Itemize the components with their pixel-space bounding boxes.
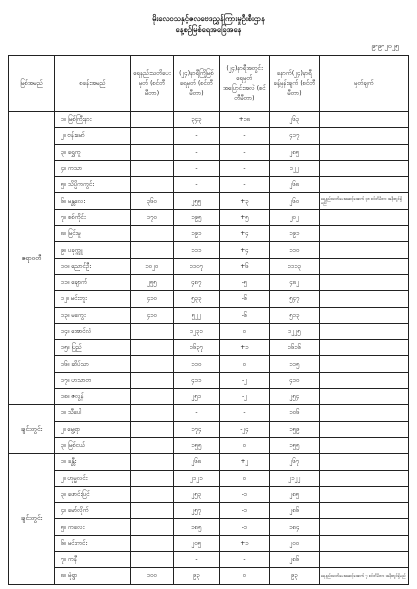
station-cell: ၇။ ကနီ (55, 552, 131, 568)
change-24h-cell: +၄ (220, 242, 270, 258)
river-level-table (8, 55, 409, 585)
remarks-cell (320, 160, 409, 176)
table-row (9, 226, 409, 242)
table-row (9, 144, 409, 160)
station-cell: ၂။ မွေ့ရာ (55, 421, 131, 437)
danger-level-cell (131, 242, 174, 258)
division-name-cell: ချင်းတွင်း (9, 405, 55, 454)
level-24h-cell: ၁၉၅ (174, 209, 220, 225)
level-24h-cell: - (174, 160, 220, 176)
danger-level-cell: ၃၆၀ (131, 193, 174, 209)
remarks-cell (320, 405, 409, 421)
station-cell: ၁၆။ ဆိပ်သာ (55, 356, 131, 372)
change-24h-cell: +၆ (220, 258, 270, 274)
change-24h-cell: - (220, 177, 270, 193)
level-24h-cell: - (174, 552, 220, 568)
remarks-cell: ရေနည်းသတိပေးအဆင့်အောက် ၃၈ စင်တီမီတာ အနီးတွင်ရှိမည် (320, 193, 409, 209)
forecast-cell: ၅၁၃ (270, 307, 320, 323)
table-body (9, 112, 409, 585)
remarks-cell (320, 323, 409, 339)
danger-level-cell (131, 226, 174, 242)
level-24h-cell: ၉၃ (174, 568, 220, 584)
remarks-cell (320, 437, 409, 453)
table-row (9, 568, 409, 584)
danger-level-cell (131, 160, 174, 176)
station-cell: ၃။ ဖောင်းပြင် (55, 486, 131, 502)
danger-level-cell: ၁၀၂၀ (131, 258, 174, 274)
level-24h-cell: - (174, 144, 220, 160)
change-24h-cell: ၀ (220, 437, 270, 453)
station-cell: ၄။ ကသာ (55, 160, 131, 176)
change-24h-cell: +၁၈ (220, 112, 270, 128)
change-24h-cell: - (220, 144, 270, 160)
station-cell: ၈။ မုံရွာ (55, 568, 131, 584)
station-cell: ၆။ မင်းကင်း (55, 535, 131, 551)
remarks-cell (320, 258, 409, 274)
level-24h-cell: ၁၆၃၇ (174, 340, 220, 356)
change-24h-cell: - (220, 128, 270, 144)
change-24h-cell: -၂ (220, 372, 270, 388)
page-subtitle: နေ့စဉ်မြစ်ရေအခြေအနေ (175, 25, 242, 34)
remarks-cell (320, 274, 409, 290)
forecast-cell: ၁၂၂ (270, 160, 320, 176)
table-row (9, 160, 409, 176)
danger-level-cell: ၂၅၅ (131, 274, 174, 290)
remarks-cell (320, 242, 409, 258)
table-header-row (9, 56, 409, 112)
station-cell: ၅။ ကလေး (55, 519, 131, 535)
change-24h-cell: - (220, 405, 270, 421)
level-24h-cell: ၁၁၀ (174, 356, 220, 372)
forecast-cell: ၂၈၆ (270, 552, 320, 568)
station-cell: ၁၁။ ချောက် (55, 274, 131, 290)
forecast-cell: ၁၆၁၆ (270, 340, 320, 356)
level-24h-cell: - (174, 405, 220, 421)
forecast-cell: ၂၆၀ (270, 193, 320, 209)
station-cell: ၁။ မြစ်ကြီးနား (55, 112, 131, 128)
table-row (9, 437, 409, 453)
forecast-cell: ၂၀၂ (270, 209, 320, 225)
change-24h-cell: +၅ (220, 209, 270, 225)
forecast-cell: ၁၁၀ (270, 242, 320, 258)
table-row (9, 209, 409, 225)
danger-level-cell (131, 503, 174, 519)
level-24h-cell: ၂၆၈ (174, 454, 220, 470)
station-cell: ၂။ ဗန်းမော် (55, 128, 131, 144)
table-row (9, 503, 409, 519)
danger-level-cell (131, 535, 174, 551)
remarks-cell (320, 356, 409, 372)
table-row (9, 552, 409, 568)
table-row (9, 323, 409, 339)
header-current: နောက်(၂၄)နာရီခန့်မှန်းချက် (စင်တီမီတာ) (270, 56, 320, 112)
danger-level-cell (131, 356, 174, 372)
forecast-cell: ၂၁၂၂ (270, 470, 320, 486)
table-row (9, 486, 409, 502)
table-row (9, 307, 409, 323)
remarks-cell (320, 535, 409, 551)
remarks-cell (320, 421, 409, 437)
level-24h-cell: ၅၃၃ (174, 291, 220, 307)
station-cell: ၉။ ပခုက္ကူ (55, 242, 131, 258)
danger-level-cell (131, 519, 174, 535)
danger-level-cell (131, 552, 174, 568)
table-row (9, 356, 409, 372)
station-cell: ၁။ ခန္တီး (55, 454, 131, 470)
table-row (9, 405, 409, 421)
danger-level-cell: ၁၇၀ (131, 209, 174, 225)
remarks-cell (320, 128, 409, 144)
remarks-cell (320, 291, 409, 307)
remarks-cell (320, 209, 409, 225)
change-24h-cell: - (220, 552, 270, 568)
table-row (9, 535, 409, 551)
station-cell: ၂။ ဟုမ္မလင်း (55, 470, 131, 486)
level-24h-cell: ၁၅၅ (174, 437, 220, 453)
table-row (9, 389, 409, 405)
table-row (9, 242, 409, 258)
station-cell: ၃။ ရွှေကူ (55, 144, 131, 160)
header-station: စခန်းအမည် (55, 56, 131, 112)
forecast-cell: ၁၁၁၃ (270, 258, 320, 274)
forecast-cell: ၁၅၅ (270, 437, 320, 453)
station-cell: ၁၄။ အောင်လံ (55, 323, 131, 339)
station-cell: ၁၀။ ညောင်ဦး (55, 258, 131, 274)
level-24h-cell: ၁၁၀၇ (174, 258, 220, 274)
page-title: မိုးလေဝသနှင့်ဇလဗေဒညွှန်ကြားမှုဦးစီးဌာန (152, 14, 265, 23)
remarks-cell (320, 389, 409, 405)
remarks-cell (320, 177, 409, 193)
danger-level-cell (131, 144, 174, 160)
danger-level-cell (131, 421, 174, 437)
change-24h-cell: +၁ (220, 535, 270, 551)
forecast-cell: ၁၀၆ (270, 405, 320, 421)
danger-level-cell (131, 128, 174, 144)
header-division: မြစ်အမည် (9, 56, 55, 112)
change-24h-cell: -၅ (220, 274, 270, 290)
level-24h-cell: - (174, 177, 220, 193)
level-24h-cell: ၄၁၁ (174, 372, 220, 388)
table-row (9, 421, 409, 437)
remarks-cell (320, 226, 409, 242)
forecast-cell: ၁၉၁ (270, 226, 320, 242)
station-cell: ၁။ သီပေါ (55, 405, 131, 421)
forecast-cell: ၂၆၈ (270, 177, 320, 193)
station-cell: ၁၅။ ပြည် (55, 340, 131, 356)
remarks-cell (320, 372, 409, 388)
remarks-cell (320, 503, 409, 519)
change-24h-cell: -၁ (220, 486, 270, 502)
forecast-cell: ၉၃ (270, 568, 320, 584)
station-cell: ၆။ မန္တလေး (55, 193, 131, 209)
level-24h-cell: ၁၁၁ (174, 242, 220, 258)
header-level-24: (၂၄)နာရီကြိုမြစ်ရေမှတ် (စင်တီမီတာ) (174, 56, 220, 112)
change-24h-cell: ၀ (220, 323, 270, 339)
danger-level-cell: ၄၁၀ (131, 291, 174, 307)
station-cell: ၁၇။ ဟသာတ (55, 372, 131, 388)
forecast-cell: ၂၈၅ (270, 144, 320, 160)
division-name-cell: ချင်းတွင်း (9, 454, 55, 584)
table-row (9, 258, 409, 274)
remarks-cell (320, 144, 409, 160)
station-cell: ၇။ စစ်ကိုင်း (55, 209, 131, 225)
table-row (9, 454, 409, 470)
change-24h-cell: -၂၄ (220, 421, 270, 437)
change-24h-cell: -၆ (220, 291, 270, 307)
station-cell: ၈။ မြင်းမူ (55, 226, 131, 242)
change-24h-cell: -၁ (220, 519, 270, 535)
forecast-cell: ၂၈၆ (270, 503, 320, 519)
table-row (9, 372, 409, 388)
level-24h-cell: ၅၂၂ (174, 307, 220, 323)
level-24h-cell: ၂၁၂၁ (174, 470, 220, 486)
danger-level-cell (131, 470, 174, 486)
division-name-cell: ဧရာဝတီ (9, 112, 55, 405)
change-24h-cell: +၂ (220, 454, 270, 470)
forecast-cell: ၅၄၇ (270, 291, 320, 307)
danger-level-cell: ၁၀၀ (131, 568, 174, 584)
level-24h-cell: ၁၂၃၁ (174, 323, 220, 339)
level-24h-cell: - (174, 128, 220, 144)
table-row (9, 291, 409, 307)
station-cell: ၃။ မြစ်ငယ် (55, 437, 131, 453)
forecast-cell: ၂၆၃ (270, 112, 320, 128)
danger-level-cell (131, 389, 174, 405)
danger-level-cell (131, 372, 174, 388)
remarks-cell: ရေနည်းသတိပေးအဆင့်အောက် ၇ စင်တီမီတာ အနီးတွင်ရှိမည် (320, 568, 409, 584)
forecast-cell: ၂၈၅ (270, 486, 320, 502)
forecast-cell: ၄၁၀ (270, 372, 320, 388)
danger-level-cell: ၄၁၀ (131, 307, 174, 323)
table-row (9, 193, 409, 209)
table-row (9, 274, 409, 290)
change-24h-cell: +၁ (220, 340, 270, 356)
danger-level-cell (131, 177, 174, 193)
header-change-24: (၂၄)နာရီအတွင်းရေမှတ်အပြောင်းအလဲ (စင်တီမီတာ) (220, 56, 270, 112)
remarks-cell (320, 519, 409, 535)
table-row (9, 177, 409, 193)
change-24h-cell: ၀ (220, 470, 270, 486)
level-24h-cell: ၂၅၅ (174, 193, 220, 209)
danger-level-cell (131, 323, 174, 339)
change-24h-cell: ၀ (220, 356, 270, 372)
danger-level-cell (131, 405, 174, 421)
forecast-cell: ၄၁၇ (270, 128, 320, 144)
level-24h-cell: ၂၅၇ (174, 503, 220, 519)
remarks-cell (320, 454, 409, 470)
change-24h-cell: -၂ (220, 389, 270, 405)
report-date: ၉-၉-၂၀၂၅ (371, 42, 399, 50)
danger-level-cell (131, 454, 174, 470)
remarks-cell (320, 340, 409, 356)
level-24h-cell: ၂၀၅ (174, 535, 220, 551)
remarks-cell (320, 486, 409, 502)
station-cell: ၅။ သိပ္ပိကကွင်း (55, 177, 131, 193)
header-danger: ရေနည်းသတိပေးမှတ် (စင်တီမီတာ) (131, 56, 174, 112)
level-24h-cell: ၂၅၃ (174, 486, 220, 502)
danger-level-cell (131, 486, 174, 502)
level-24h-cell: ၃၄၃ (174, 112, 220, 128)
forecast-cell: ၂၀၀ (270, 535, 320, 551)
table-row (9, 340, 409, 356)
forecast-cell: ၄၈၂ (270, 274, 320, 290)
station-cell: ၄။ မော်လိုက် (55, 503, 131, 519)
danger-level-cell (131, 340, 174, 356)
change-24h-cell: +၃ (220, 193, 270, 209)
header-remarks: မှတ်ချက် (320, 56, 409, 112)
remarks-cell (320, 112, 409, 128)
table-row (9, 112, 409, 128)
danger-level-cell (131, 437, 174, 453)
level-24h-cell: ၁၇၄ (174, 421, 220, 437)
forecast-cell: ၁၈၄ (270, 519, 320, 535)
station-cell: ၁၂။ မင်းဘူး (55, 291, 131, 307)
forecast-cell: ၁၂၂၅ (270, 323, 320, 339)
change-24h-cell: ၀ (220, 568, 270, 584)
level-24h-cell: ၄၈၇ (174, 274, 220, 290)
forecast-cell: ၁၅၉ (270, 421, 320, 437)
change-24h-cell: -၆ (220, 307, 270, 323)
forecast-cell: ၂၆၇ (270, 454, 320, 470)
change-24h-cell: -၁ (220, 503, 270, 519)
remarks-cell (320, 552, 409, 568)
level-24h-cell: ၂၅၁ (174, 389, 220, 405)
table-row (9, 470, 409, 486)
forecast-cell: ၁၁၅ (270, 356, 320, 372)
level-24h-cell: ၁၉၁ (174, 226, 220, 242)
level-24h-cell: ၁၈၅ (174, 519, 220, 535)
remarks-cell (320, 470, 409, 486)
danger-level-cell (131, 112, 174, 128)
station-cell: ၁၃။ မကွေး (55, 307, 131, 323)
change-24h-cell: - (220, 160, 270, 176)
change-24h-cell: +၄ (220, 226, 270, 242)
remarks-cell (320, 307, 409, 323)
table-row (9, 519, 409, 535)
station-cell: ၁၈။ ဇလွန် (55, 389, 131, 405)
forecast-cell: ၂၅၄ (270, 389, 320, 405)
table-row (9, 128, 409, 144)
